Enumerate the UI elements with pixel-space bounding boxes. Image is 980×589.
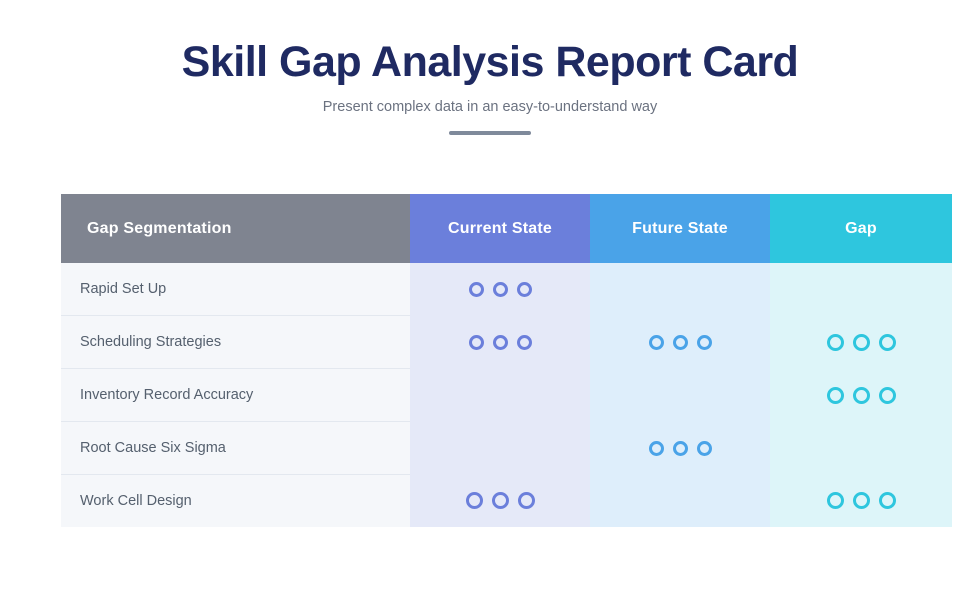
- dot-group-gap: [771, 387, 951, 404]
- dot-marker-icon: [853, 387, 870, 404]
- column-header-future-state: Future State: [590, 194, 770, 263]
- dot-marker-icon: [673, 441, 688, 456]
- table-header-row: [61, 194, 952, 263]
- dot-marker-icon: [697, 441, 712, 456]
- cell-gap: [770, 369, 952, 422]
- cell-future-state: [590, 316, 770, 369]
- dot-marker-icon: [518, 492, 535, 509]
- page-title: Skill Gap Analysis Report Card: [181, 38, 799, 86]
- column-header-gap-segmentation: Gap Segmentation: [61, 194, 410, 263]
- cell-gap: [770, 263, 952, 316]
- cell-current-state: [410, 316, 590, 369]
- dot-marker-icon: [879, 387, 896, 404]
- title-divider: [449, 131, 531, 135]
- dot-marker-icon: [469, 335, 484, 350]
- dot-group-current: [411, 335, 589, 350]
- cell-current-state: [410, 475, 590, 528]
- cell-current-state: [410, 369, 590, 422]
- cell-future-state: [590, 475, 770, 528]
- dot-group-current: [411, 492, 589, 509]
- column-header-current-state: Current State: [410, 194, 590, 263]
- dot-group-future: [591, 335, 769, 350]
- dot-marker-icon: [649, 335, 664, 350]
- dot-marker-icon: [469, 282, 484, 297]
- dot-marker-icon: [649, 441, 664, 456]
- dot-marker-icon: [493, 282, 508, 297]
- dot-marker-icon: [517, 282, 532, 297]
- table-row: [61, 369, 952, 422]
- table-row: [61, 316, 952, 369]
- table-row: [61, 475, 952, 528]
- dot-marker-icon: [879, 492, 896, 509]
- dot-marker-icon: [827, 492, 844, 509]
- dot-group-gap: [771, 334, 951, 351]
- cell-current-state: [410, 422, 590, 475]
- page-subtitle: Present complex data in an easy-to-understand way: [322, 99, 658, 116]
- dot-group-gap: [771, 492, 951, 509]
- title-divider-wrap: [0, 131, 980, 135]
- cell-future-state: [590, 369, 770, 422]
- row-label: Inventory Record Accuracy: [61, 369, 410, 422]
- dot-group-current: [411, 282, 589, 297]
- report-card-table: [61, 194, 952, 527]
- cell-gap: [770, 316, 952, 369]
- cell-gap: [770, 422, 952, 475]
- dot-marker-icon: [827, 387, 844, 404]
- dot-marker-icon: [517, 335, 532, 350]
- table-body: [61, 263, 952, 527]
- slide: [0, 38, 980, 589]
- dot-marker-icon: [492, 492, 509, 509]
- dot-marker-icon: [853, 334, 870, 351]
- cell-future-state: [590, 422, 770, 475]
- dot-marker-icon: [673, 335, 688, 350]
- dot-marker-icon: [697, 335, 712, 350]
- row-label: Root Cause Six Sigma: [61, 422, 410, 475]
- table-row: [61, 422, 952, 475]
- dot-marker-icon: [853, 492, 870, 509]
- report-card-table-wrap: [61, 194, 919, 527]
- cell-gap: [770, 475, 952, 528]
- dot-marker-icon: [493, 335, 508, 350]
- dot-marker-icon: [827, 334, 844, 351]
- row-label: Rapid Set Up: [61, 263, 410, 316]
- dot-marker-icon: [879, 334, 896, 351]
- cell-future-state: [590, 263, 770, 316]
- dot-marker-icon: [466, 492, 483, 509]
- table-header: [61, 194, 952, 263]
- row-label: Work Cell Design: [61, 475, 410, 528]
- dot-group-future: [591, 441, 769, 456]
- row-label: Scheduling Strategies: [61, 316, 410, 369]
- column-header-gap: Gap: [770, 194, 952, 263]
- table-row: [61, 263, 952, 316]
- cell-current-state: [410, 263, 590, 316]
